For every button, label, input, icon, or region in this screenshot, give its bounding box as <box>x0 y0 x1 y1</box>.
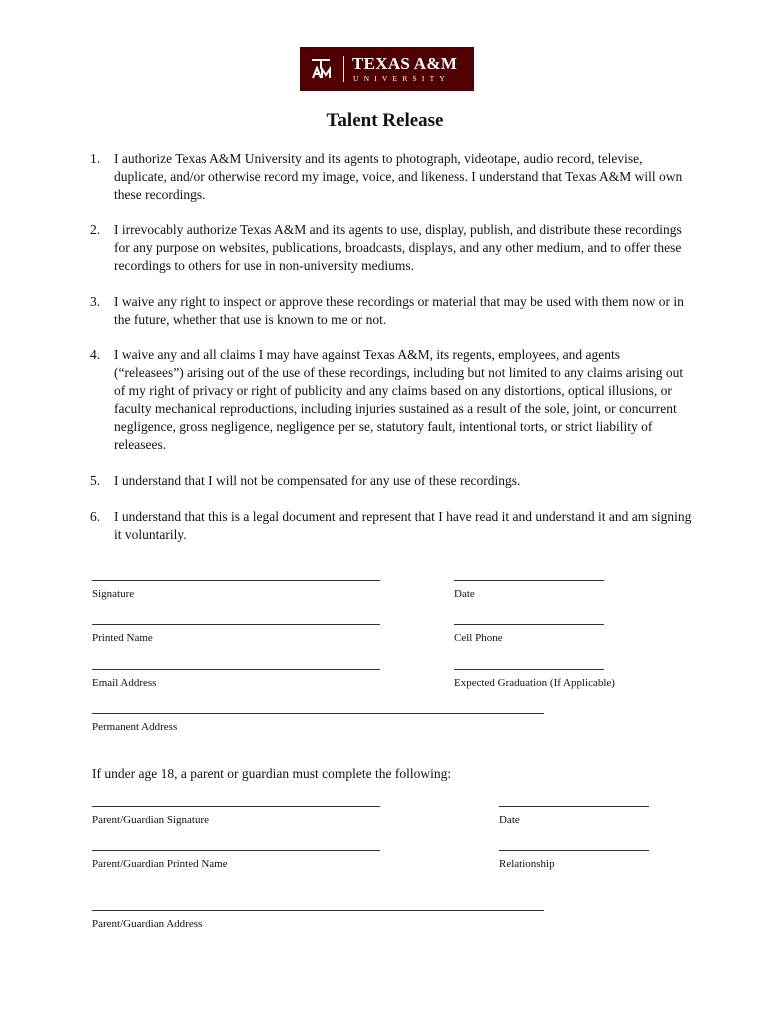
guardian-note: If under age 18, a parent or guardian must complete the following: <box>92 766 452 781</box>
guardian-date-line[interactable] <box>499 806 649 807</box>
cell-phone-field[interactable] <box>454 624 604 644</box>
clause-number: 4. <box>90 347 101 362</box>
clause-4 <box>92 346 692 454</box>
clause-number: 3. <box>90 294 101 309</box>
clause-number: 2. <box>90 222 101 237</box>
clause-number: 1. <box>90 151 101 166</box>
relationship-label: Relationship <box>499 858 555 870</box>
clause-number: 6. <box>90 509 101 524</box>
clause-text: I understand that this is a legal document and represent that I have read it and understand it and am signing it voluntarily. <box>114 509 692 542</box>
printed-name-field[interactable] <box>92 624 380 644</box>
signature-label: Signature <box>92 588 135 600</box>
page-title: Talent Release <box>326 110 444 131</box>
relationship-line[interactable] <box>499 850 649 851</box>
guardian-address-line[interactable] <box>92 910 544 911</box>
clause-text: I understand that I will not be compensated for any use of these recordings. <box>114 473 521 488</box>
date-field[interactable] <box>454 580 604 600</box>
email-field[interactable] <box>92 669 380 689</box>
cell-phone-label: Cell Phone <box>454 632 503 644</box>
date-label: Date <box>454 588 475 600</box>
clause-text: I authorize Texas A&M University and its agents to photograph, videotape, audio record, televise, duplicate, and/or otherwise record my image, voice, and likeness. I understand that Texas A&M will own these recordings. <box>114 151 683 202</box>
guardian-date-label: Date <box>499 814 520 826</box>
clause-number: 5. <box>90 473 101 488</box>
permanent-address-label: Permanent Address <box>92 721 178 733</box>
guardian-printed-name-field[interactable] <box>92 850 380 870</box>
date-line[interactable] <box>454 580 604 581</box>
clause-text: I waive any and all claims I may have against Texas A&M, its regents, employees, and agents (“releasees”) arising out of the use of these recordings, including but not limited to any claims arising out of my right of privacy or right of publicity and any claims based on any distortions, optical illusions, or faculty mechanical reproductions, including injuries sustained as a result of the sole, joint, or concurrent negligence, gross negligence, negligence per se, statutory fault, intentional torts, or strict liability of releasees. <box>114 347 684 452</box>
guardian-signature-label: Parent/Guardian Signature <box>92 814 209 826</box>
guardian-date-field[interactable] <box>499 806 649 826</box>
printed-name-line[interactable] <box>92 624 380 625</box>
guardian-printed-name-line[interactable] <box>92 850 380 851</box>
logo-subtitle: UNIVERSITY <box>353 74 450 83</box>
guardian-address-field[interactable] <box>92 910 544 930</box>
guardian-printed-name-label: Parent/Guardian Printed Name <box>92 858 228 870</box>
graduation-line[interactable] <box>454 669 604 670</box>
guardian-signature-line[interactable] <box>92 806 380 807</box>
guardian-address-label: Parent/Guardian Address <box>92 918 203 930</box>
permanent-address-line[interactable] <box>92 713 544 714</box>
printed-name-label: Printed Name <box>92 632 153 644</box>
clause-text: I irrevocably authorize Texas A&M and its agents to use, display, publish, and distribute these recordings for any purpose on websites, publications, broadcasts, displays, and any other medium, and to offer these recordings to others for use in non-university mediums. <box>114 222 682 273</box>
clause-5 <box>92 472 692 490</box>
logo-divider <box>343 56 344 82</box>
atm-mark-icon <box>308 56 334 82</box>
signature-field[interactable] <box>92 580 380 600</box>
logo-name: TEXAS A&M <box>352 54 458 73</box>
clause-2 <box>92 221 692 275</box>
signature-line[interactable] <box>92 580 380 581</box>
clause-text: I waive any right to inspect or approve these recordings or material that may be used with them now or in the future, whether that use is known to me or not. <box>114 294 684 327</box>
graduation-field[interactable] <box>454 669 615 689</box>
permanent-address-field[interactable] <box>92 713 544 733</box>
tamu-logo <box>300 47 474 91</box>
clause-1 <box>92 150 692 204</box>
guardian-signature-field[interactable] <box>92 806 380 826</box>
email-line[interactable] <box>92 669 380 670</box>
cell-phone-line[interactable] <box>454 624 604 625</box>
clause-6 <box>92 508 692 544</box>
clause-3 <box>92 293 692 329</box>
email-label: Email Address <box>92 677 157 689</box>
graduation-label: Expected Graduation (If Applicable) <box>454 677 615 689</box>
relationship-field[interactable] <box>499 850 649 870</box>
